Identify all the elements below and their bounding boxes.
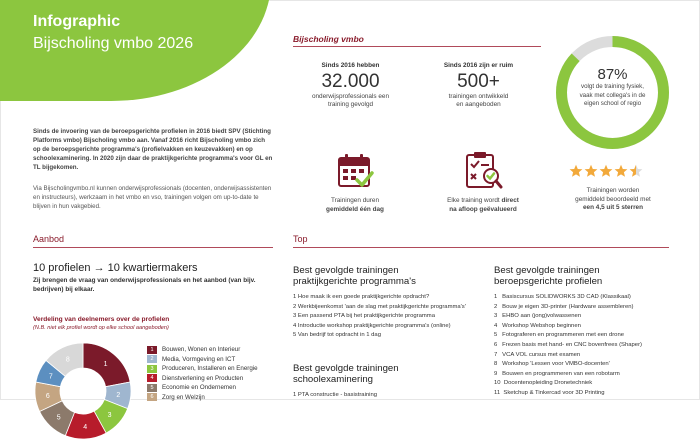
distribution-note: (N.B. niet elk profiel wordt op elke school aangeboden) xyxy=(33,325,169,331)
heading-line: Best gevolgde trainingen xyxy=(494,265,600,276)
legend-label: Media, Vormgeving en ICT xyxy=(162,355,236,363)
donut-slice-label: 3 xyxy=(107,411,112,419)
stat-value: 500+ xyxy=(457,70,500,92)
legend-label: Zorg en Welzijn xyxy=(162,393,205,401)
star-icon xyxy=(584,164,598,178)
stat-value: 32.000 xyxy=(321,70,380,92)
heading-school xyxy=(293,363,478,385)
donut-slice-label: 6 xyxy=(45,392,50,400)
ring-desc-line: vaak met collega's in de xyxy=(579,91,646,99)
section-divider xyxy=(293,247,669,248)
heading-line: Best gevolgde trainingen xyxy=(293,363,399,374)
star-icon xyxy=(599,164,613,178)
list-school xyxy=(293,391,488,401)
section-divider xyxy=(293,46,541,47)
heading-beroeps xyxy=(494,265,679,287)
legend-item xyxy=(147,345,258,355)
caption-text-bold: direct xyxy=(501,197,519,204)
caption-text: Elke training wordt xyxy=(447,197,502,204)
distribution-title: Verdeling van deelnemers over de profielen xyxy=(33,316,170,323)
list-item: 5 Van bedrijf tot opdracht in 1 dag xyxy=(293,332,381,339)
legend-label: Produceren, Installeren en Energie xyxy=(162,365,258,372)
ring-label xyxy=(554,66,671,109)
kwartiermakers-count: 10 kwartiermakers xyxy=(107,262,198,274)
legend-swatch: 5 xyxy=(147,384,157,392)
list-item: 3 EHBO aan (jong)volwassenen xyxy=(494,313,582,320)
stat-desc: trainingen ontwikkeld xyxy=(448,92,509,100)
legend-swatch: 2 xyxy=(147,355,157,363)
legend-item xyxy=(147,355,258,365)
list-item: 8 Workshop 'Lessen voor VMBO-docenten' xyxy=(494,361,610,368)
star-icon xyxy=(614,164,628,178)
donut-legend xyxy=(147,345,258,402)
section-title-bijscholing: Bijscholing vmbo xyxy=(293,34,364,44)
ring-desc-line: volgt de training fysiek, xyxy=(581,83,644,90)
ring-desc-line: eigen school of regio xyxy=(583,100,642,107)
legend-item xyxy=(147,374,258,384)
list-item: 7 VCA VOL cursus met examen xyxy=(494,351,581,358)
page-title: Infographic xyxy=(33,13,121,30)
list-item: 9 Bouwen en programmeren van een robotarm xyxy=(494,370,620,377)
list-item: 4 Introductie workshop praktijkgerichte programma's (online) xyxy=(293,322,451,329)
arrow-right-icon: → xyxy=(93,262,105,274)
list-item: 3 Een passend PTA bij het praktijkgerichte programma xyxy=(293,313,435,320)
list-item: 11 Sketchup & Tinkercad voor 3D Printing xyxy=(494,389,605,396)
legend-swatch: 4 xyxy=(147,374,157,382)
legend-swatch: 1 xyxy=(147,346,157,354)
caption-line: een 4,5 uit 5 sterren xyxy=(582,204,644,211)
caption-line: na afloop geëvalueerd xyxy=(449,205,517,213)
profiles-subtext: Zij brengen de vraag van onderwijsprofessionals en het aanbod (van bijv. bedrijven) bij elkaar. xyxy=(33,277,256,293)
heading-line: schoolexaminering xyxy=(293,374,373,385)
caption-duration xyxy=(301,197,409,214)
list-item: 6 Frezen basis met hand- en CNC bovenfrees (Shaper) xyxy=(494,341,642,348)
section-title-top: Top xyxy=(293,234,308,244)
list-item: 5 Fotograferen en programmeren met een drone xyxy=(494,332,624,339)
stat-label: Sinds 2016 hebben xyxy=(321,62,380,69)
caption-line xyxy=(421,197,545,206)
list-item: 2 Werkbijeenkomst 'aan de slag met praktijkgerichte programma's' xyxy=(293,303,466,310)
heading-line: Best gevolgde trainingen xyxy=(293,265,399,276)
ring-desc xyxy=(554,83,671,109)
list-item: 4 Workshop Webshop beginnen xyxy=(494,322,581,329)
legend-item xyxy=(147,393,258,403)
list-item: 1 PTA constructie - basistraining xyxy=(293,392,378,398)
page-subtitle: Bijscholing vmbo 2026 xyxy=(33,35,194,52)
checklist-icon xyxy=(462,149,504,191)
heading-line: praktijkgerichte programma's xyxy=(293,276,416,287)
profiles-count: 10 profielen xyxy=(33,262,91,274)
stat-desc: training gevolgd xyxy=(327,101,374,108)
rating-stars xyxy=(569,164,643,178)
caption-evaluation xyxy=(421,197,545,214)
donut-slice-label: 2 xyxy=(116,391,121,399)
heading-line: beroepsgerichte profielen xyxy=(494,276,603,287)
calendar-icon xyxy=(335,151,375,191)
legend-label: Dienstverlening en Producten xyxy=(162,374,244,382)
intro-bold-text: Sinds de invoering van de beroepsgerichte profielen in 2016 biedt SPV (Stichting Platforms vmbo) Bijscholing vmbo aan. Vanaf 2016 richt Bijscholing vmbo zich op de beroepsgerichte programma's (profielvakken en keuzevakken) en op schoolexaminering. In 2020 zijn daar de praktijkgerichte programma's voor GL en TL bijgekomen. xyxy=(33,128,273,171)
legend-swatch: 3 xyxy=(147,365,157,373)
caption-line: gemiddeld één dag xyxy=(326,205,384,213)
stat-participants xyxy=(293,62,408,110)
legend-label: Economie en Ondernemen xyxy=(162,384,236,391)
stat-label: Sinds 2016 zijn er ruim xyxy=(443,62,514,69)
list-praktijk xyxy=(293,293,488,341)
star-icon xyxy=(629,164,643,178)
section-title-aanbod: Aanbod xyxy=(33,234,65,244)
ring-percentage: 87% xyxy=(597,66,628,83)
profiles-heading xyxy=(33,262,197,274)
caption-line: Trainingen worden xyxy=(586,187,640,194)
stat-desc: en aangeboden xyxy=(456,101,501,108)
list-item: 1 Hoe maak ik een goede praktijkgerichte opdracht? xyxy=(293,294,430,300)
legend-label: Bouwen, Wonen en Interieur xyxy=(162,346,241,353)
stat-trainings xyxy=(421,62,536,110)
list-item: 1 Basiscursus SOLIDWORKS 3D CAD (Klassikaal) xyxy=(494,294,631,300)
star-icon xyxy=(569,164,583,178)
caption-rating xyxy=(557,187,669,213)
profile-donut-chart xyxy=(33,341,133,441)
caption-line: gemiddeld beoordeeld met xyxy=(575,195,651,203)
heading-praktijk xyxy=(293,265,478,287)
caption-line: Trainingen duren xyxy=(330,197,380,204)
intro-text: Via Bijscholingvmbo.nl kunnen onderwijsprofessionals (docenten, onderwijsassistenten en instructeurs), werkzaam in het vmbo en vso, trainingen volgen om up-to-date te blijven in hun vakgebied. xyxy=(33,185,272,210)
list-item: 10 Docentenopleiding Dronetechniek xyxy=(494,380,593,387)
legend-item xyxy=(147,383,258,393)
legend-item xyxy=(147,364,258,374)
section-divider xyxy=(33,247,273,248)
list-beroeps xyxy=(494,293,679,399)
stat-desc: onderwijsprofessionals een xyxy=(311,92,390,100)
donut-slice-label: 7 xyxy=(48,373,53,381)
legend-swatch: 6 xyxy=(147,393,157,401)
donut-slice-label: 5 xyxy=(56,414,61,422)
donut-slice-label: 1 xyxy=(103,361,108,369)
list-item: 2 Bouw je eigen 3D-printer (Hardware assembleren) xyxy=(494,303,634,310)
donut-slice-label: 4 xyxy=(83,423,88,431)
donut-slice-label: 8 xyxy=(65,356,70,364)
